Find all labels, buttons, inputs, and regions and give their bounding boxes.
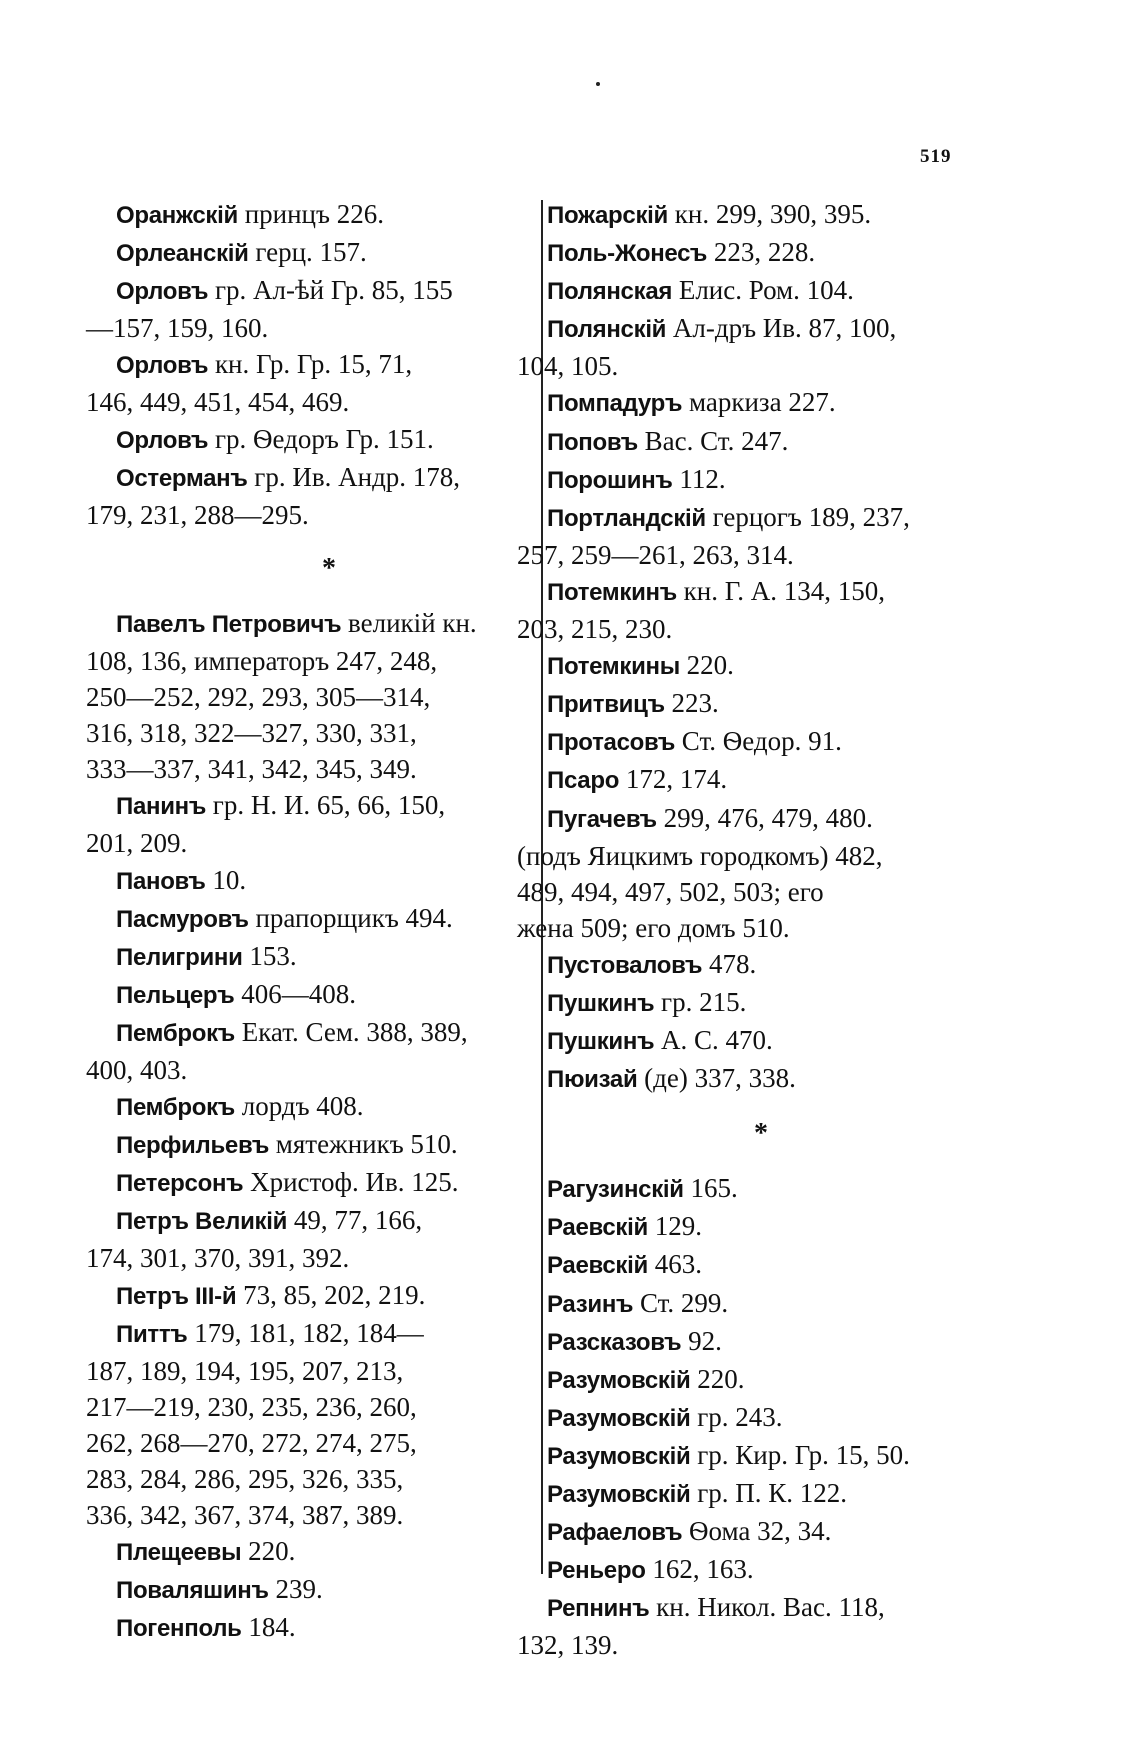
index-entry	[547, 984, 975, 1022]
entry-name: Пемброкъ	[116, 1019, 235, 1047]
entry-name: Оранжскій	[116, 202, 238, 229]
entry-first-line	[116, 196, 542, 234]
entry-name: Пюизай	[547, 1066, 638, 1094]
entry-references: 172, 174.	[619, 764, 728, 795]
entry-references: маркиза 227.	[682, 387, 836, 418]
entry-first-line	[547, 1208, 975, 1246]
entry-references: Ѳома 32, 34.	[682, 1516, 832, 1547]
entry-name: Псаро	[547, 767, 620, 795]
entry-references: принцъ 226.	[237, 199, 384, 229]
entry-first-line	[116, 1126, 542, 1164]
entry-name: Разсказовъ	[547, 1328, 682, 1356]
entry-first-line	[547, 685, 975, 723]
entry-references: 179, 181, 182, 184—	[187, 1317, 424, 1348]
index-entry	[547, 1475, 975, 1513]
index-entry	[517, 1589, 975, 1663]
entries-left-p	[86, 605, 542, 1648]
entry-references: герцогъ 189, 237,	[705, 501, 910, 532]
entry-first-line	[547, 1022, 975, 1060]
index-entry	[116, 1533, 542, 1571]
entry-continuation-line: 146, 449, 451, 454, 469.	[86, 387, 350, 418]
entry-continuation-line: 489, 494, 497, 502, 503; его	[517, 876, 824, 907]
entry-references: 220.	[679, 650, 734, 681]
entry-continuation-line: 283, 284, 286, 295, 326, 335,	[86, 1464, 404, 1494]
section-separator-left: *	[322, 552, 336, 584]
index-entry	[517, 573, 975, 647]
entry-references: 153.	[242, 940, 297, 971]
entry-first-line	[116, 1088, 542, 1126]
entry-first-line	[116, 272, 542, 310]
entry-continuation-line: 104, 105.	[517, 351, 619, 382]
entry-continuation-line: 336, 342, 367, 374, 387, 389.	[86, 1500, 404, 1531]
entry-references: великій кн.	[341, 607, 477, 638]
entry-first-line	[116, 1164, 542, 1202]
entry-references: 165.	[683, 1173, 738, 1204]
entry-references: мятежникъ 510.	[269, 1129, 458, 1160]
index-entry	[116, 862, 542, 900]
entry-first-line	[547, 1323, 975, 1361]
entry-name: Разинъ	[547, 1290, 634, 1318]
entry-continuation-line: 257, 259—261, 263, 314.	[517, 539, 794, 570]
entry-first-line	[116, 459, 542, 497]
entry-continuation-line: 217—219, 230, 235, 236, 260,	[86, 1391, 417, 1422]
entry-first-line	[547, 946, 975, 984]
entry-references: кн. Гр. Гр. 15, 71,	[208, 349, 413, 380]
index-entry	[547, 272, 975, 310]
index-entry	[547, 1437, 975, 1475]
entries-right-r	[517, 1170, 975, 1663]
entry-name: Орловъ	[116, 278, 209, 306]
entry-name: Петерсонъ	[116, 1170, 244, 1198]
index-entry	[116, 421, 542, 459]
index-entry	[517, 310, 975, 384]
entry-first-line	[547, 1361, 975, 1399]
entry-references: лордъ 408.	[234, 1091, 364, 1122]
entry-first-line	[547, 647, 975, 685]
index-entry	[86, 1014, 542, 1088]
entry-continuation-line: 203, 215, 230.	[517, 614, 673, 645]
index-entry	[116, 1609, 542, 1647]
entry-first-line	[116, 346, 542, 384]
entry-references: А. С. 470.	[654, 1025, 773, 1056]
entry-first-line	[547, 1551, 975, 1589]
entry-first-line	[116, 1533, 542, 1571]
index-entry	[547, 1285, 975, 1323]
entry-first-line	[116, 234, 542, 272]
entry-continuation-line: 187, 189, 194, 195, 207, 213,	[86, 1355, 404, 1386]
entry-continuation-line: 400, 403.	[86, 1054, 188, 1085]
entry-first-line	[547, 499, 975, 537]
index-entry	[547, 647, 975, 685]
index-entry	[116, 976, 542, 1014]
entry-name: Протасовъ	[547, 729, 676, 757]
entry-name: Потемкинъ	[547, 578, 677, 606]
entry-first-line	[547, 1170, 975, 1208]
entry-name: Остерманъ	[116, 464, 248, 492]
entry-continuation-line: 132, 139.	[517, 1630, 619, 1661]
entry-name: Погенполь	[116, 1615, 242, 1643]
index-column-left	[86, 196, 542, 1647]
index-entry	[547, 1551, 975, 1589]
entry-name: Питтъ	[116, 1320, 188, 1348]
entry-name: Разумовскій	[547, 1481, 691, 1508]
entry-references: 10.	[205, 864, 247, 895]
index-entry	[86, 346, 542, 420]
index-entry	[116, 938, 542, 976]
entry-name: Поваляшинъ	[116, 1577, 269, 1605]
index-entry	[116, 1126, 542, 1164]
index-entry	[86, 1315, 542, 1534]
entry-references: кн. Г. А. 134, 150,	[676, 575, 886, 606]
index-entry	[547, 1399, 975, 1437]
index-entry	[547, 461, 975, 499]
index-entry	[547, 1513, 975, 1551]
entry-references: 184.	[241, 1612, 296, 1643]
entry-name: Разумовскій	[547, 1404, 691, 1432]
entry-references: 299, 476, 479, 480.	[656, 802, 873, 833]
entry-first-line	[116, 1609, 542, 1647]
entry-references: гр. Кир. Гр. 15, 50.	[690, 1439, 910, 1470]
index-entry	[547, 423, 975, 461]
entry-name: Помпадуръ	[547, 390, 683, 418]
index-entry	[547, 685, 975, 723]
index-entry	[547, 946, 975, 984]
entry-first-line	[547, 1589, 975, 1627]
entry-name: Пановъ	[116, 867, 206, 895]
entry-references: 73, 85, 202, 219.	[236, 1279, 426, 1310]
entry-name: Притвицъ	[547, 691, 665, 719]
entry-name: Полянская	[547, 278, 673, 306]
index-entry	[547, 1022, 975, 1060]
entry-references: 162, 163.	[645, 1554, 754, 1585]
entry-name: Раевскій	[547, 1252, 648, 1280]
entry-name: Порошинъ	[547, 466, 673, 494]
entry-continuation-line: 316, 318, 322—327, 330, 331,	[86, 718, 417, 749]
entry-name: Панинъ	[116, 793, 207, 821]
entry-first-line	[547, 984, 975, 1022]
entry-first-line	[547, 761, 975, 799]
entry-name: Портландскій	[547, 504, 706, 532]
entry-name: Поповъ	[547, 428, 638, 456]
entry-name: Разумовскій	[547, 1442, 691, 1470]
entry-name: Потемкины	[547, 653, 680, 681]
entry-continuation-line: 201, 209.	[86, 828, 188, 859]
entry-references: 239.	[268, 1574, 323, 1605]
entry-first-line	[547, 1399, 975, 1437]
entry-name: Пушкинъ	[547, 1028, 655, 1056]
index-entry	[547, 1170, 975, 1208]
entry-name: Павелъ Петровичъ	[116, 610, 342, 638]
index-entry	[547, 234, 975, 272]
entry-name: Пушкинъ	[547, 989, 655, 1017]
entry-name: Реньеро	[547, 1557, 646, 1585]
entry-first-line	[547, 272, 975, 310]
index-entry	[116, 1164, 542, 1202]
entry-continuation-line: —157, 159, 160.	[86, 313, 269, 344]
entry-first-line	[547, 461, 975, 499]
index-entry	[116, 1277, 542, 1315]
entry-references: герц. 157.	[248, 237, 367, 268]
entry-name: Разумовскій	[547, 1366, 691, 1394]
entry-name: Полянскій	[547, 316, 667, 344]
entry-name: Рафаеловъ	[547, 1519, 683, 1547]
index-entry	[547, 1208, 975, 1246]
entries-right-p	[517, 196, 975, 1098]
index-entry	[86, 787, 542, 861]
entry-continuation-line: 108, 136, императоръ 247, 248,	[86, 645, 438, 676]
entries-left-o	[86, 196, 542, 533]
index-entry	[116, 234, 542, 272]
entry-first-line	[116, 787, 542, 825]
entry-first-line	[547, 1285, 975, 1323]
entry-references: (де) 337, 338.	[637, 1063, 796, 1094]
entry-first-line	[547, 196, 975, 234]
entry-first-line	[116, 1571, 542, 1609]
entry-name: Перфильевъ	[116, 1132, 270, 1160]
index-entry	[116, 900, 542, 938]
entry-name: Плещеевы	[116, 1539, 242, 1567]
entry-first-line	[116, 605, 542, 643]
index-entry	[86, 459, 542, 533]
entry-references: 112.	[672, 463, 726, 494]
entry-references: гр. 243.	[690, 1401, 783, 1432]
index-entry	[86, 272, 542, 346]
entry-name: Петръ III-й	[116, 1282, 237, 1310]
entry-references: 478.	[702, 948, 757, 979]
entry-name: Петръ Великій	[116, 1208, 288, 1236]
entry-references: 406—408.	[234, 978, 356, 1009]
entry-first-line	[116, 938, 542, 976]
section-separator-right: *	[754, 1118, 768, 1150]
entry-continuation-line: 179, 231, 288—295.	[86, 499, 309, 530]
entry-references: Ст. Ѳедор. 91.	[675, 726, 842, 757]
entry-first-line	[547, 573, 975, 611]
entry-name: Пустоваловъ	[547, 951, 703, 979]
entry-references: Ал-дръ Ив. 87, 100,	[666, 313, 897, 344]
entry-name: Пожарскій	[547, 202, 668, 229]
entry-name: Пелигрини	[116, 943, 243, 971]
entry-name: Пасмуровъ	[116, 905, 249, 933]
entry-references: гр. 215.	[654, 986, 747, 1017]
entry-references: гр. Ив. Андр. 178,	[247, 461, 461, 492]
entry-references: Христоф. Ив. 125.	[243, 1167, 459, 1198]
entry-name: Поль-Жонесъ	[547, 240, 708, 268]
entry-references: 223, 228.	[707, 237, 816, 268]
entry-references: 49, 77, 166,	[287, 1205, 423, 1236]
index-entry	[547, 761, 975, 799]
entry-name: Орловъ	[116, 426, 209, 454]
entry-continuation-line: 262, 268—270, 272, 274, 275,	[86, 1427, 417, 1458]
index-entry	[517, 499, 975, 573]
entry-references: гр. Ал-ѣй Гр. 85, 155	[208, 275, 453, 306]
ink-speck	[596, 82, 600, 86]
entry-name: Рагузинскій	[547, 1176, 684, 1204]
entry-references: Екат. Сем. 388, 389,	[234, 1016, 468, 1047]
entry-name: Репнинъ	[547, 1595, 650, 1623]
entry-first-line	[116, 976, 542, 1014]
entry-references: 463.	[647, 1249, 702, 1280]
entry-references: Вас. Ст. 247.	[637, 425, 789, 456]
entry-references: 129.	[647, 1211, 702, 1242]
index-entry	[116, 1571, 542, 1609]
entry-references: 220.	[241, 1536, 296, 1567]
entry-first-line	[547, 723, 975, 761]
index-entry	[547, 723, 975, 761]
entry-first-line	[547, 310, 975, 348]
index-entry	[517, 800, 975, 946]
page-number: 519	[920, 146, 952, 167]
entry-first-line	[116, 421, 542, 459]
index-entry	[547, 1361, 975, 1399]
index-entry	[547, 196, 975, 234]
entry-name: Орлеанскій	[116, 240, 249, 268]
index-entry	[547, 1060, 975, 1098]
entry-references: кн. Никол. Вас. 118,	[649, 1592, 885, 1623]
entry-first-line	[547, 1437, 975, 1475]
entry-name: Пельцеръ	[116, 981, 235, 1009]
entry-continuation-line: жена 509; его домъ 510.	[517, 912, 790, 943]
entry-name: Орловъ	[116, 352, 209, 380]
entry-references: прапорщикъ 494.	[248, 902, 453, 933]
entry-first-line	[116, 900, 542, 938]
entry-references: кн. 299, 390, 395.	[668, 199, 872, 229]
entry-continuation-line: 174, 301, 370, 391, 392.	[86, 1243, 350, 1274]
entry-first-line	[116, 1014, 542, 1052]
entry-first-line	[547, 1246, 975, 1284]
entry-first-line	[116, 1277, 542, 1315]
entry-first-line	[547, 423, 975, 461]
entry-first-line	[547, 800, 975, 838]
entry-references: Ст. 299.	[633, 1287, 729, 1318]
entry-references: 220.	[690, 1363, 745, 1394]
entry-continuation-line: 333—337, 341, 342, 345, 349.	[86, 754, 417, 785]
entry-first-line	[547, 1060, 975, 1098]
index-entry	[547, 384, 975, 422]
entry-first-line	[116, 862, 542, 900]
index-entry	[116, 1088, 542, 1126]
entry-references: 223.	[664, 688, 719, 719]
entry-first-line	[547, 1475, 975, 1513]
index-entry	[86, 605, 542, 787]
entry-references: гр. Ѳедоръ Гр. 151.	[208, 423, 434, 454]
index-entry	[86, 1202, 542, 1276]
entry-references: гр. П. К. 122.	[690, 1478, 848, 1508]
entry-references: гр. Н. И. 65, 66, 150,	[206, 790, 446, 821]
entry-first-line	[547, 1513, 975, 1551]
index-entry	[547, 1323, 975, 1361]
entry-continuation-line: (подъ Яицкимъ городкомъ) 482,	[517, 840, 883, 871]
entry-first-line	[116, 1202, 542, 1240]
entry-references: Елис. Ром. 104.	[672, 275, 854, 306]
index-entry	[116, 196, 542, 234]
entry-name: Раевскій	[547, 1214, 648, 1242]
entry-continuation-line: 250—252, 292, 293, 305—314,	[86, 682, 431, 713]
entry-first-line	[116, 1315, 542, 1353]
index-entry	[547, 1246, 975, 1284]
entry-name: Пугачевъ	[547, 805, 657, 833]
entry-first-line	[547, 234, 975, 272]
entry-references: 92.	[681, 1325, 722, 1356]
index-column-right	[517, 196, 975, 1663]
entry-first-line	[547, 384, 975, 422]
entry-name: Пемброкъ	[116, 1094, 235, 1122]
